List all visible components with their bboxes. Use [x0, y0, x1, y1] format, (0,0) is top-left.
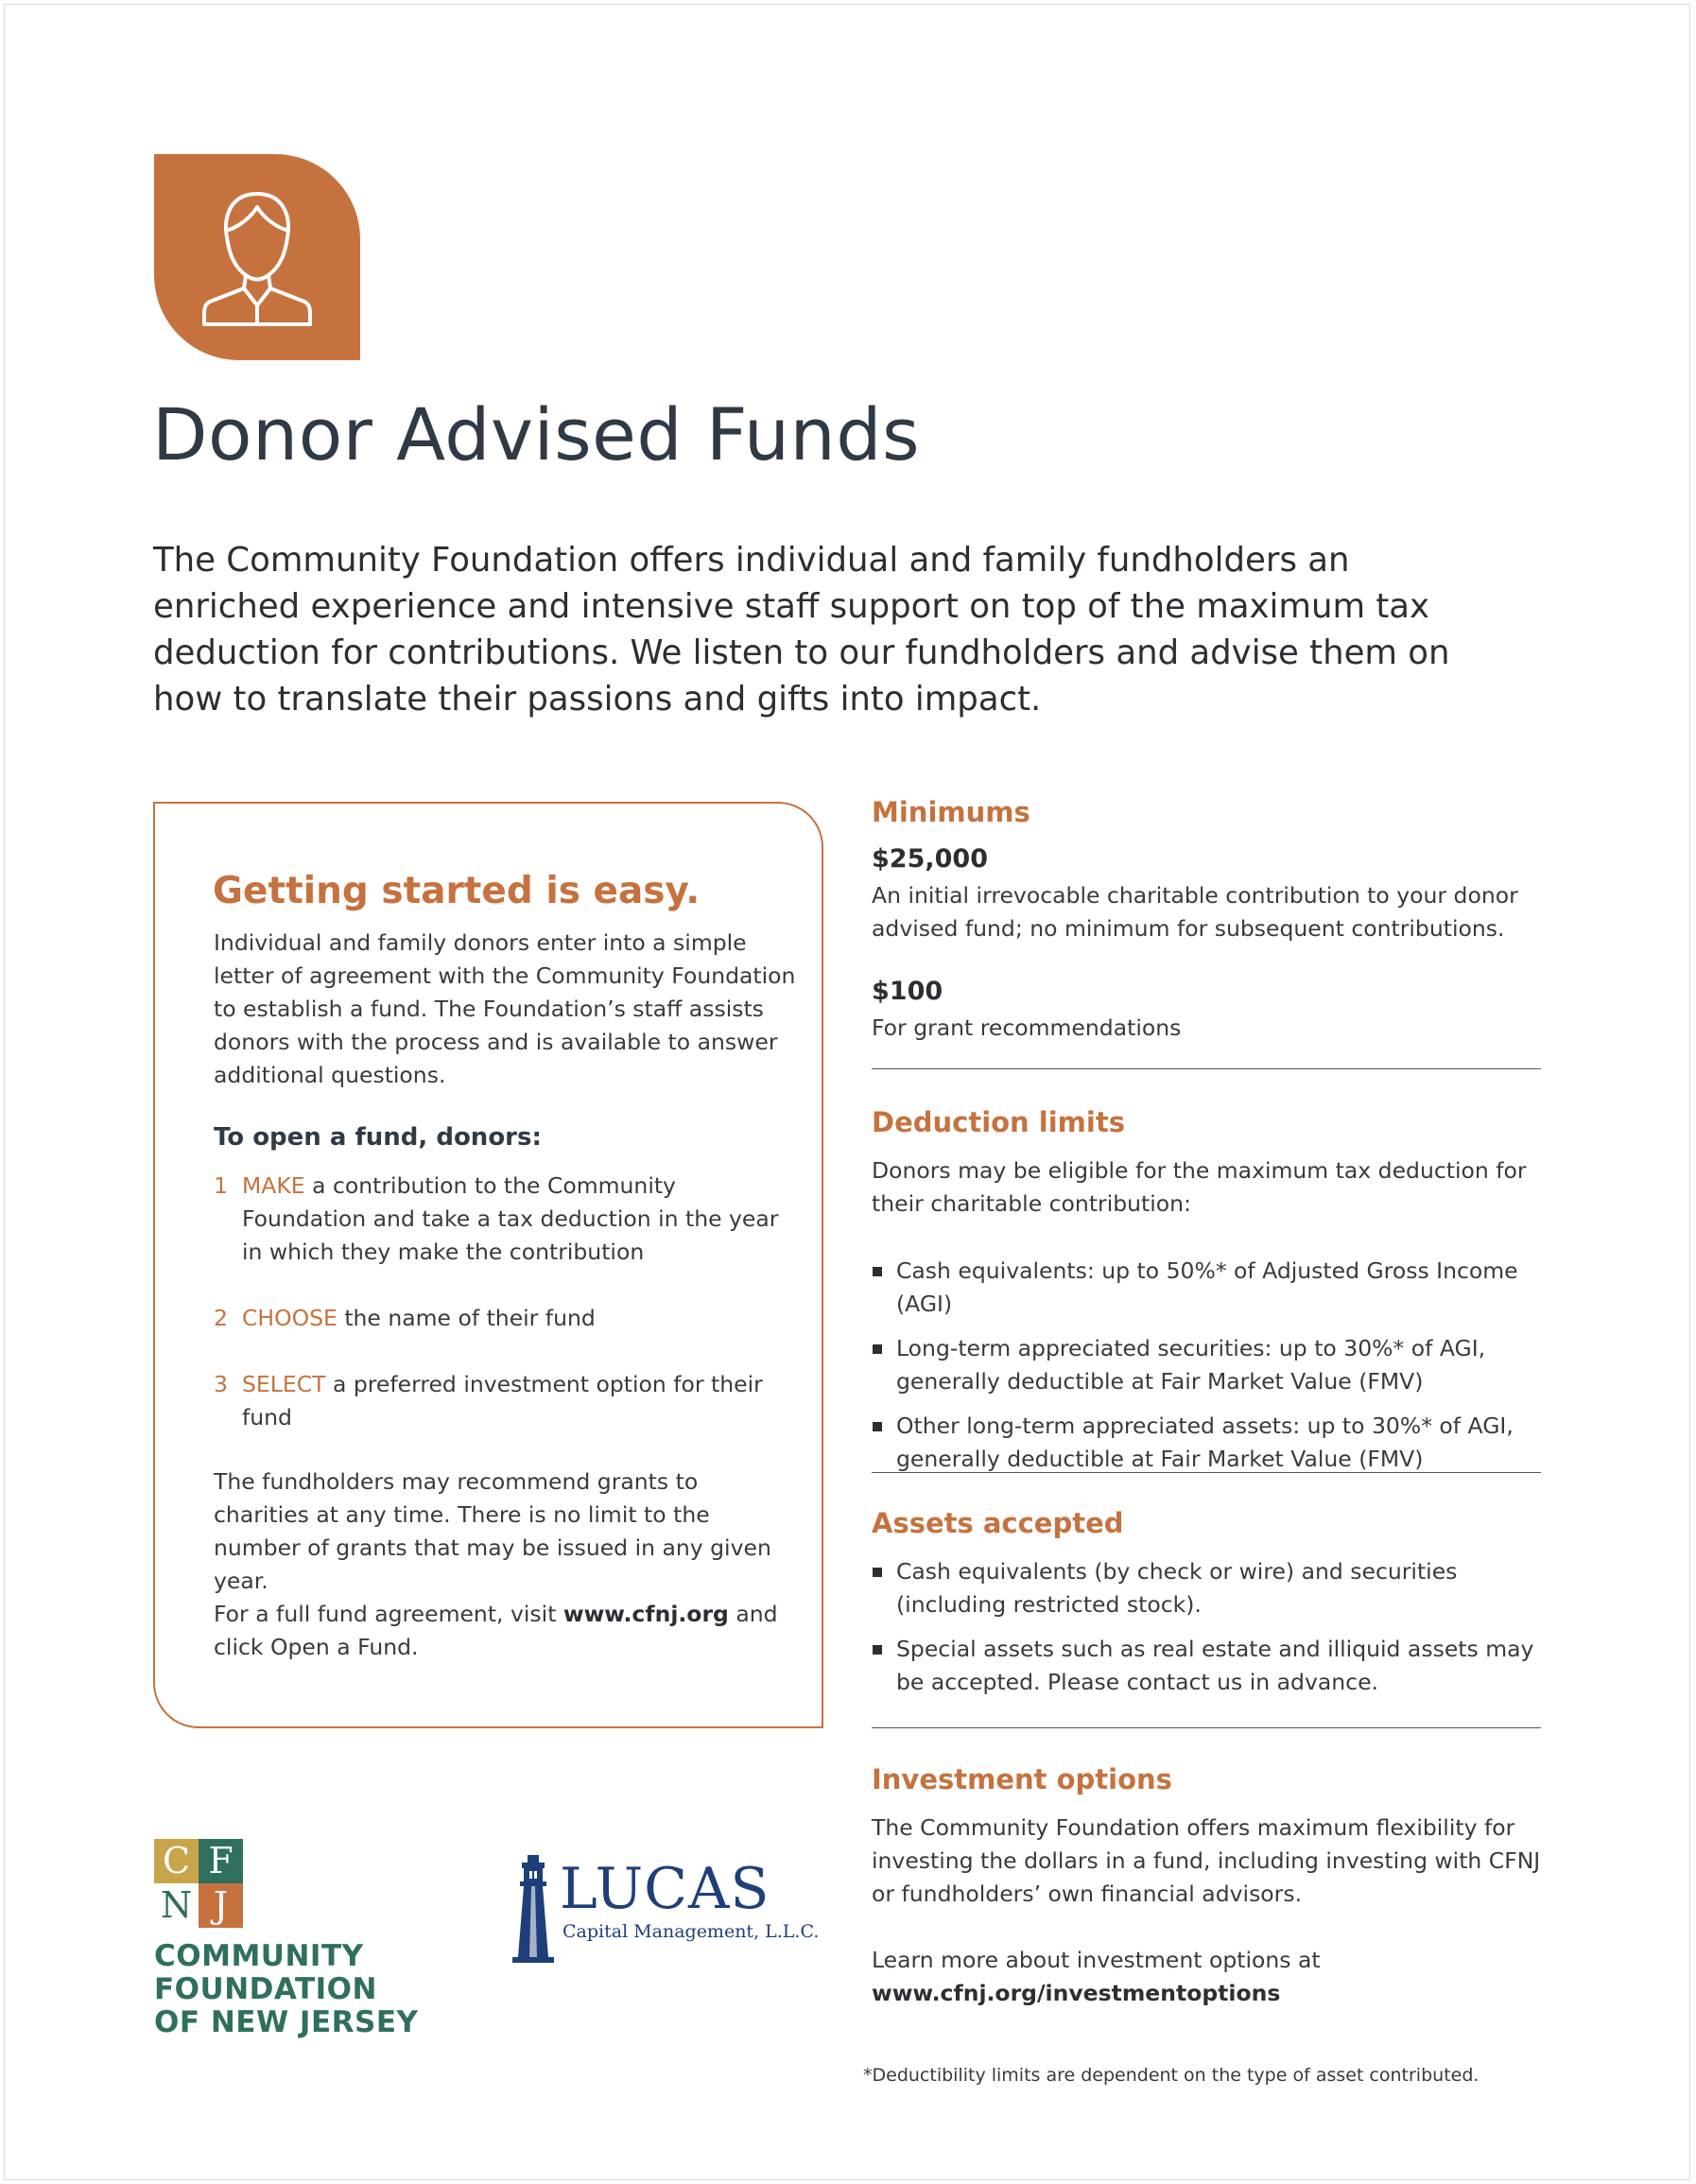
list-item: Special assets such as real estate and illiquid assets may be accepted. Please contact us in advance. — [872, 1633, 1541, 1699]
list-item: Long-term appreciated securities: up to 30%* of AGI, generally deductible at Fair Market Value (FMV) — [872, 1332, 1541, 1398]
link-suffix: and click Open a Fund. — [214, 1601, 778, 1660]
step-number: 2 — [214, 1305, 228, 1331]
steps-list — [214, 1170, 800, 1467]
step-item — [214, 1368, 800, 1434]
investment-link[interactable]: www.cfnj.org/investmentoptions — [872, 1980, 1281, 2006]
divider — [872, 1472, 1541, 1473]
cfnj-name-line: OF NEW JERSEY — [154, 2005, 419, 2039]
cfnj-name — [154, 1940, 418, 2039]
step-keyword: MAKE — [242, 1172, 305, 1199]
divider — [872, 1727, 1541, 1728]
grants-paragraph: The fundholders may recommend grants to charities at any time. There is no limit to the number of grants that may be issued in any given year. — [214, 1468, 771, 1594]
step-text: the name of their fund — [337, 1305, 596, 1331]
step-content — [242, 1170, 800, 1269]
step-number: 1 — [214, 1172, 228, 1199]
minimum-amount-grant: $100 — [872, 977, 943, 1006]
step-content — [242, 1302, 596, 1335]
intro-paragraph: The Community Foundation offers individual and family fundholders an enriched experience and intensive staff support on top of the maximum tax deduction for contributions. We listen to our fundholders and advise them on how to translate their passions and gifts into impact. — [153, 541, 1450, 719]
cfnj-letter-c: C — [162, 1840, 191, 1881]
step-item — [214, 1302, 800, 1335]
getting-started-paragraph: Individual and family donors enter into a simple letter of agreement with the Community Foundation to establish a fund. The Foundation’s staff assists donors with the process and is available to answer additional questions. — [214, 929, 796, 1088]
divider — [872, 1068, 1541, 1069]
cfnj-letter-n: N — [160, 1884, 193, 1926]
minimum-contribution-desc: An initial irrevocable charitable contribution to your donor advised fund; no minimum for subsequent contributions. — [872, 882, 1518, 942]
cfnj-letter-f: F — [208, 1840, 234, 1881]
step-item — [214, 1170, 800, 1269]
step-keyword: CHOOSE — [242, 1305, 337, 1331]
minimum-amount-contribution: $25,000 — [872, 844, 988, 874]
learn-more-text: Learn more about investment options at — [872, 1947, 1321, 1973]
assets-list — [872, 1555, 1541, 1710]
lucas-name: LUCAS — [560, 1856, 770, 1922]
link-prefix: For a full fund agreement, visit — [214, 1601, 563, 1627]
cfnj-name-line: COMMUNITY — [154, 1939, 364, 1973]
cfnj-link[interactable]: www.cfnj.org — [562, 1601, 729, 1627]
getting-started-title: Getting started is easy. — [213, 870, 701, 912]
open-fund-subheading: To open a fund, donors: — [214, 1123, 542, 1152]
lighthouse-icon — [511, 1851, 556, 1965]
step-number: 3 — [214, 1371, 228, 1397]
page-title: Donor Advised Funds — [152, 392, 921, 477]
fund-agreement-paragraph — [214, 1598, 800, 1664]
step-text: a contribution to the Community Foundation and take a tax deduction in the year in which they make the contribution — [242, 1172, 779, 1265]
cfnj-letter-j: J — [213, 1884, 229, 1926]
step-text: a preferred investment option for their fund — [242, 1371, 763, 1430]
list-item: Cash equivalents: up to 50%* of Adjusted Gross Income (AGI) — [872, 1255, 1541, 1321]
cfnj-name-line: FOUNDATION — [154, 1972, 377, 2006]
list-item: Other long-term appreciated assets: up to 30%* of AGI, generally deductible at Fair Market Value (FMV) — [872, 1410, 1541, 1476]
footnote: *Deductibility limits are dependent on the type of asset contributed. — [863, 2065, 1480, 2086]
investment-text: The Community Foundation offers maximum flexibility for investing the dollars in a fund, including investing with CFNJ or fundholders’ own financial advisors. — [872, 1814, 1541, 1907]
investment-learn-more — [872, 1944, 1541, 2010]
deduction-text: Donors may be eligible for the maximum tax deduction for their charitable contribution: — [872, 1157, 1527, 1217]
lucas-logo — [511, 1851, 820, 1965]
deduction-list — [872, 1255, 1541, 1487]
hero-badge — [154, 154, 360, 360]
assets-heading: Assets accepted — [872, 1507, 1124, 1539]
step-content — [242, 1368, 800, 1434]
step-keyword: SELECT — [242, 1371, 326, 1397]
list-item: Cash equivalents (by check or wire) and securities (including restricted stock). — [872, 1555, 1541, 1621]
investment-heading: Investment options — [872, 1763, 1172, 1795]
minimum-grant-desc: For grant recommendations — [872, 1014, 1182, 1041]
minimums-heading: Minimums — [872, 796, 1030, 828]
lucas-subtitle: Capital Management, L.L.C. — [562, 1921, 820, 1942]
person-icon — [202, 188, 312, 326]
deduction-heading: Deduction limits — [872, 1106, 1125, 1138]
